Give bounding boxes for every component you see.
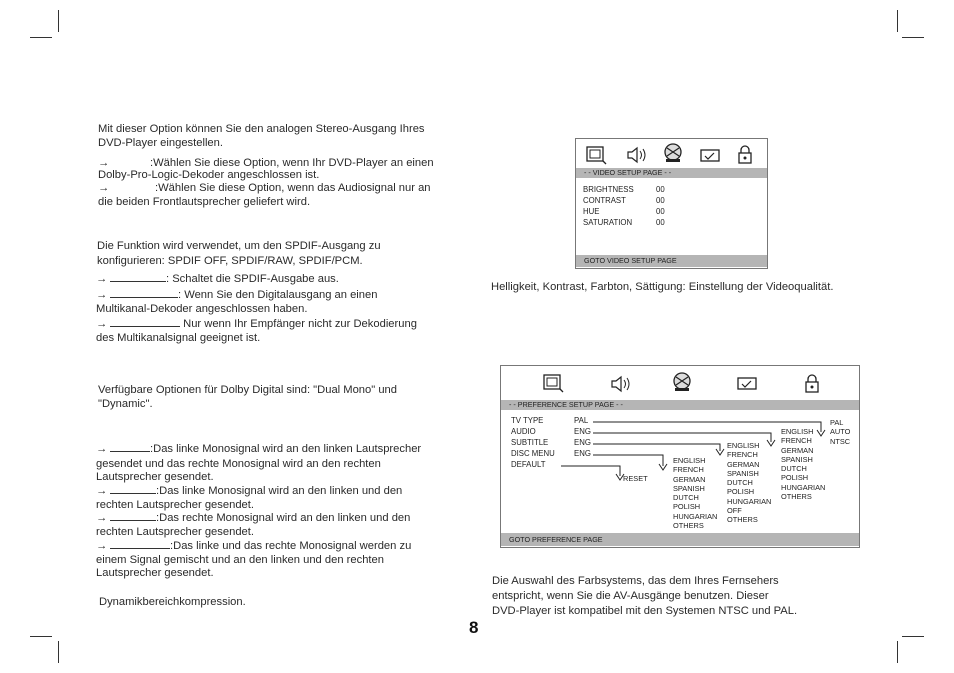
option-text: :Das linke Monosignal wird an den linken Lautsprecher bbox=[150, 443, 422, 455]
osd-item-label: AUDIO bbox=[511, 427, 536, 436]
option-text: Nur wenn Ihr Empfänger nicht zur Dekodierung bbox=[180, 318, 417, 330]
osd-item-label: CONTRAST bbox=[583, 196, 626, 205]
stereo-intro-line1: Mit dieser Option können Sie den analogen Stereo-Ausgang Ihres bbox=[98, 123, 425, 135]
option-text: : Wenn Sie den Digitalausgang an einen bbox=[178, 289, 378, 301]
audio-setup-icon bbox=[624, 144, 648, 166]
crop-mark bbox=[897, 10, 898, 32]
page-number: 8 bbox=[469, 618, 479, 637]
mono-option-1-l3: Lautsprecher gesendet. bbox=[96, 471, 214, 483]
dynamic-text: Dynamikbereichkompression. bbox=[99, 596, 246, 608]
option-text: :Wählen Sie diese Option, wenn das Audiosignal nur an bbox=[155, 182, 431, 194]
arrow-right-icon: → bbox=[96, 443, 108, 455]
crop-mark bbox=[58, 10, 59, 32]
osd-item-label: BRIGHTNESS bbox=[583, 185, 634, 194]
osd-item-label: SUBTITLE bbox=[511, 438, 549, 447]
mono-option-2-l2: rechten Lautsprecher gesendet. bbox=[96, 499, 254, 511]
mono-option-3-l2: rechten Lautsprecher gesendet. bbox=[96, 526, 254, 538]
spdif-option-pcm bbox=[96, 317, 417, 331]
preference-setup-osd bbox=[500, 365, 860, 548]
dolby-intro-line1: Verfügbare Optionen für Dolby Digital sind: "Dual Mono" und bbox=[98, 384, 397, 396]
osd-item-value: ENG bbox=[574, 449, 591, 458]
osd-item-label: DEFAULT bbox=[511, 460, 546, 469]
osd-header: - - PREFERENCE SETUP PAGE - - bbox=[501, 400, 859, 410]
audio-options: ENGLISH FRENCH GERMAN SPANISH DUTCH POLISH HUNGARIAN OTHERS bbox=[781, 427, 826, 502]
option-text: :Wählen Sie diese Option, wenn Ihr DVD-Player an einen bbox=[150, 157, 434, 169]
osd-footer: GOTO VIDEO SETUP PAGE bbox=[576, 255, 767, 267]
downmix-option-2-cont: die beiden Frontlautsprecher geliefert wird. bbox=[98, 196, 311, 208]
tvtype-options: PAL AUTO NTSC bbox=[830, 418, 851, 446]
arrow-right-icon: → bbox=[96, 273, 108, 285]
video-setup-icon bbox=[662, 142, 684, 164]
arrow-right-icon: → bbox=[98, 182, 110, 194]
spdif-intro-line1: Die Funktion wird verwendet, um den SPDIF-Ausgang zu bbox=[97, 240, 381, 252]
mono-option-1-l2: gesendet und das rechte Monosignal wird an den rechten bbox=[96, 458, 381, 470]
osd-item-value: 00 bbox=[656, 196, 665, 205]
pref-caption-line3: DVD-Player ist kompatibel mit den Systemen NTSC und PAL. bbox=[492, 605, 798, 617]
arrow-right-icon: → bbox=[96, 540, 108, 552]
stereo-intro-line2: DVD-Player eingestellen. bbox=[98, 137, 223, 149]
crop-mark bbox=[58, 641, 59, 663]
osd-item-value: PAL bbox=[574, 416, 589, 425]
osd-item-label: HUE bbox=[583, 207, 600, 216]
crop-mark bbox=[902, 37, 924, 38]
osd-item-value: ENG bbox=[574, 427, 591, 436]
spdif-option-raw-cont: Multikanal-Dekoder angeschlossen haben. bbox=[96, 303, 308, 315]
arrow-right-icon: → bbox=[96, 512, 108, 524]
mono-option-2 bbox=[96, 484, 402, 498]
mono-option-4 bbox=[96, 539, 411, 553]
pref-caption-line1: Die Auswahl des Farbsystems, das dem Ihres Fernsehers bbox=[492, 575, 779, 587]
general-setup-icon bbox=[585, 144, 607, 166]
spdif-intro-line2: konfigurieren: SPDIF OFF, SPDIF/RAW, SPDIF/PCM. bbox=[97, 255, 363, 267]
arrow-right-icon: → bbox=[96, 485, 108, 497]
option-text: : Schaltet die SPDIF-Ausgabe aus. bbox=[166, 273, 339, 285]
spdif-option-raw bbox=[96, 288, 377, 302]
osd-item-label: TV TYPE bbox=[511, 416, 544, 425]
crop-mark bbox=[902, 636, 924, 637]
spdif-option-pcm-cont: des Multikanalsignal geeignet ist. bbox=[96, 332, 261, 344]
downmix-option-1-cont: Dolby-Pro-Logic-Dekoder angeschlossen ist. bbox=[98, 169, 320, 181]
arrow-right-icon: → bbox=[96, 289, 108, 301]
mono-option-3 bbox=[96, 511, 410, 525]
osd-item-value: 00 bbox=[656, 207, 665, 216]
osd-item-value: ENG bbox=[574, 438, 591, 447]
mono-option-4-l3: Lautsprecher gesendet. bbox=[96, 567, 214, 579]
downmix-option-2 bbox=[98, 181, 431, 195]
osd-item-value: 00 bbox=[656, 218, 665, 227]
mono-option-1 bbox=[96, 442, 421, 456]
crop-mark bbox=[30, 636, 52, 637]
option-text: :Das linke Monosignal wird an den linken und den bbox=[156, 485, 403, 497]
crop-mark bbox=[897, 641, 898, 663]
pref-caption-line2: entspricht, wenn Sie die AV-Ausgänge benutzen. Dieser bbox=[492, 590, 769, 602]
osd-footer: GOTO PREFERENCE PAGE bbox=[501, 533, 859, 546]
arrow-right-icon: → bbox=[98, 157, 110, 169]
crop-mark bbox=[30, 37, 52, 38]
disc-menu-options: ENGLISH FRENCH GERMAN SPANISH DUTCH POLISH HUNGARIAN OTHERS bbox=[673, 456, 718, 531]
dolby-intro-line2: "Dynamic". bbox=[98, 398, 153, 410]
video-caption: Helligkeit, Kontrast, Farbton, Sättigung: Einstellung der Videoqualität. bbox=[491, 281, 834, 293]
subtitle-options: ENGLISH FRENCH GERMAN SPANISH DUTCH POLISH HUNGARIAN OFF OTHERS bbox=[727, 441, 772, 525]
preference-icon bbox=[699, 145, 721, 167]
osd-item-label: DISC MENU bbox=[511, 449, 555, 458]
option-text: :Das linke und das rechte Monosignal werden zu bbox=[170, 540, 412, 552]
mono-option-4-l2: einem Signal gemischt und an den linken und den rechten bbox=[96, 554, 384, 566]
reset-label: RESET bbox=[623, 474, 648, 483]
spdif-option-off bbox=[96, 272, 339, 286]
osd-header: - - VIDEO SETUP PAGE - - bbox=[576, 168, 767, 178]
osd-item-label: SATURATION bbox=[583, 218, 633, 227]
video-setup-osd bbox=[575, 138, 768, 269]
osd-item-value: 00 bbox=[656, 185, 665, 194]
option-text: :Das rechte Monosignal wird an den linken und den bbox=[156, 512, 411, 524]
password-lock-icon bbox=[736, 144, 754, 166]
arrow-right-icon: → bbox=[96, 318, 108, 330]
